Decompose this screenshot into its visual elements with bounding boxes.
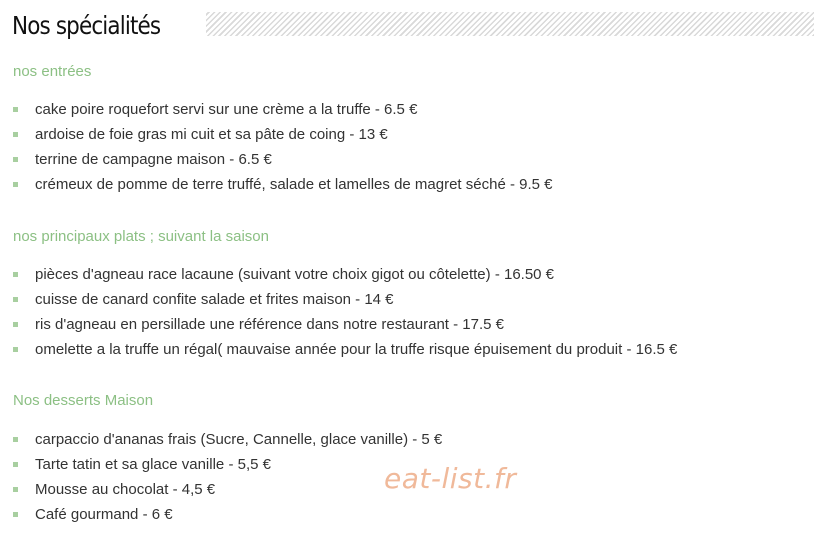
menu-item bbox=[13, 502, 442, 527]
menu-list-desserts bbox=[13, 427, 442, 527]
menu-item-label: crémeux de pomme de terre truffé, salade et lamelles de magret séché - 9.5 € bbox=[35, 176, 553, 193]
bullet-icon bbox=[13, 297, 18, 302]
page-title: Nos spécialités bbox=[12, 10, 161, 40]
menu-item-label: Tarte tatin et sa glace vanille - 5,5 € bbox=[35, 456, 271, 473]
bullet-icon bbox=[13, 487, 18, 492]
bullet-icon bbox=[13, 347, 18, 352]
section-desserts bbox=[13, 392, 442, 527]
menu-item bbox=[13, 312, 677, 337]
menu-item-label: ris d'agneau en persillade une référence dans notre restaurant - 17.5 € bbox=[35, 316, 504, 333]
menu-item-label: Café gourmand - 6 € bbox=[35, 506, 173, 523]
bullet-icon bbox=[13, 462, 18, 467]
title-row bbox=[12, 8, 814, 42]
menu-item bbox=[13, 477, 442, 502]
watermark: eat-list.fr bbox=[384, 462, 517, 495]
menu-item bbox=[13, 97, 553, 122]
menu-item bbox=[13, 147, 553, 172]
title-decoration-stripes bbox=[206, 12, 814, 36]
menu-item-label: cuisse de canard confite salade et frites maison - 14 € bbox=[35, 291, 394, 308]
menu-list-plats bbox=[13, 262, 677, 362]
section-plats bbox=[13, 228, 677, 362]
menu-item bbox=[13, 122, 553, 147]
menu-list-entrees bbox=[13, 97, 553, 197]
menu-item bbox=[13, 427, 442, 452]
menu-item-label: Mousse au chocolat - 4,5 € bbox=[35, 481, 216, 498]
menu-item-label: carpaccio d'ananas frais (Sucre, Cannelle, glace vanille) - 5 € bbox=[35, 431, 443, 448]
bullet-icon bbox=[13, 322, 18, 327]
menu-item-label: terrine de campagne maison - 6.5 € bbox=[35, 151, 272, 168]
menu-item bbox=[13, 452, 442, 477]
bullet-icon bbox=[13, 182, 18, 187]
menu-item-label: cake poire roquefort servi sur une crème a la truffe - 6.5 € bbox=[35, 101, 418, 118]
bullet-icon bbox=[13, 437, 18, 442]
bullet-icon bbox=[13, 157, 18, 162]
bullet-icon bbox=[13, 132, 18, 137]
bullet-icon bbox=[13, 512, 18, 517]
bullet-icon bbox=[13, 272, 18, 277]
menu-item bbox=[13, 262, 677, 287]
menu-item bbox=[13, 172, 553, 197]
bullet-icon bbox=[13, 107, 18, 112]
menu-item bbox=[13, 287, 677, 312]
menu-item-label: omelette a la truffe un régal( mauvaise année pour la truffe risque épuisement du produit - 16.5 € bbox=[35, 341, 678, 358]
section-heading-entrees: nos entrées bbox=[13, 63, 92, 80]
section-heading-desserts: Nos desserts Maison bbox=[13, 392, 154, 409]
menu-item bbox=[13, 337, 677, 362]
section-heading-plats: nos principaux plats ; suivant la saison bbox=[13, 228, 269, 245]
section-entrees bbox=[13, 63, 553, 197]
menu-item-label: pièces d'agneau race lacaune (suivant votre choix gigot ou côtelette) - 16.50 € bbox=[35, 266, 555, 283]
menu-item-label: ardoise de foie gras mi cuit et sa pâte de coing - 13 € bbox=[35, 126, 388, 143]
